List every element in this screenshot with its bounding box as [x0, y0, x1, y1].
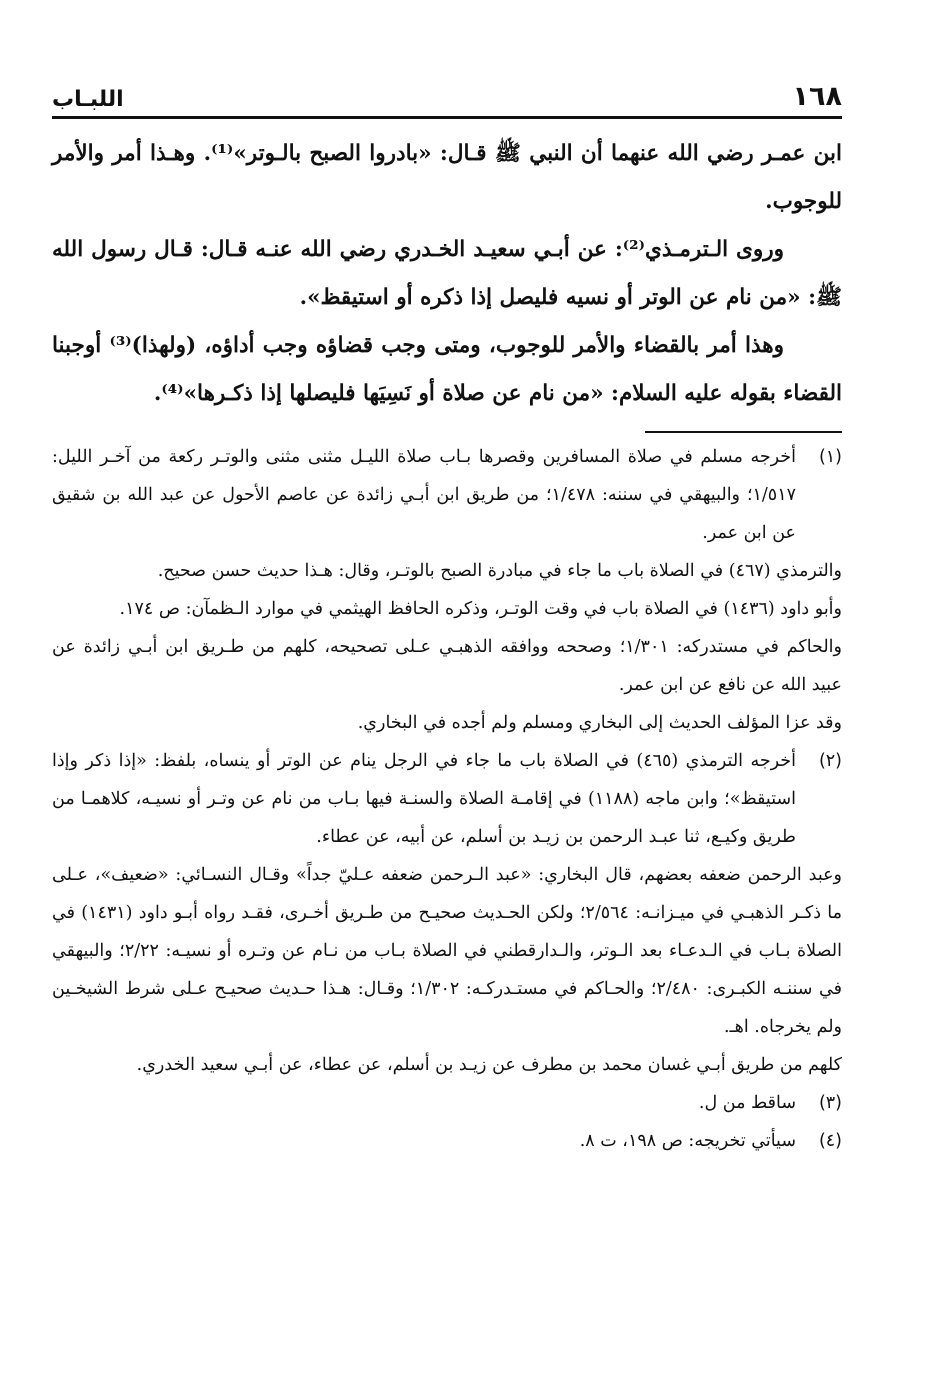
footnote-paragraph: والحاكم في مستدركه: ١/٣٠١؛ وصححه ووافقه الذهبـي عـلى تصحيحه، كلهم من طـريق ابن أبـي زائدة عن عبيد الله عن نافع عن ابن عمر.	[52, 637, 842, 695]
footnote-body	[52, 742, 842, 1084]
page-number: ١٦٨	[792, 81, 842, 112]
footnote-paragraph: وعبد الرحمن ضعفه بعضهم، قال البخاري: «عبد الـرحمن ضعفه عـليّ جداً» وقـال النسـائي: «ضعيف»، عـلى ما ذكـر الذهبـي في ميـزانـه: ٢/٥٦٤؛ ولكن الحـديث صحيـح من طـريق أخـرى، فقـد رواه أبـو داود (١٤٣١) في الصلاة بـاب في الـدعـاء بعد الـوتر، والـدارقطني في الصلاة بـاب من نـام عن وتـره أو نسيـه: ٢/٢٢؛ والبيهقي في سننـه الكبـرى: ٢/٤٨٠؛ والحـاكم في مستـدركـه: ١/٣٠٢؛ وقـال: هـذا حـديث صحيـح عـلى شرط الشيخـين ولم يخرجاه. اهـ.	[52, 865, 842, 1037]
page-header	[52, 72, 842, 112]
footnote-paragraph: سيأتي تخريجه: ص ١٩٨، ت ٨.	[579, 1131, 796, 1151]
main-paragraph: ابن عمـر رضي الله عنهما أن النبي ﷺ قـال: «بادروا الصبح بالـوتر»⁽¹⁾. وهـذا أمر والأمر للوجوب.	[52, 141, 842, 214]
footnote-paragraph: وأبو داود (١٤٣٦) في الصلاة باب في وقت الوتـر، وذكره الحافظ الهيثمي في موارد الـظمآن: ص ١٧٤.	[119, 599, 842, 619]
main-text	[52, 130, 842, 418]
footnote-number: (٤)	[818, 1131, 842, 1151]
running-title: اللبـاب	[52, 87, 124, 112]
footnote-body	[52, 438, 842, 742]
footnote-4	[52, 1122, 842, 1160]
footnote-paragraph: أخرجه الترمذي (٤٦٥) في الصلاة باب ما جاء في الرجل ينام عن الوتر أو ينساه، بلفظ: «إذا ذكر وإذا استيقظ»؛ وابن ماجه (١١٨٨) في إقامـة الصلاة والسنـة فيها بـاب من نام عن وتـر أو نسيـه، كلاهمـا من طريق وكيـع، ثنا عبـد الرحمن بن زيـد بن أسلم، عن أبيه، عن عطاء.	[52, 751, 796, 847]
footnote-body	[52, 1122, 796, 1160]
footnote-1	[52, 438, 842, 742]
footnote-3	[52, 1084, 842, 1122]
footnote-paragraph: أخرجه مسلم في صلاة المسافرين وقصرها بـاب صلاة الليـل مثنى مثنى والوتـر ركعة من آخـر الليل: ١/٥١٧؛ والبيهقي في سننه: ١/٤٧٨؛ من طريق ابن أبـي زائدة عن عاصم الأحول عن عبد الله بن شقيق عن ابن عمر.	[52, 447, 797, 543]
footnote-number: (١)	[818, 447, 842, 467]
footnote-paragraph: ساقط من ل.	[698, 1093, 796, 1113]
footnote-body	[52, 1084, 796, 1122]
footnote-paragraph: كلهم من طريق أبـي غسان محمد بن مطرف عن زيـد بن أسلم، عن عطاء، عن أبـي سعيد الخدري.	[136, 1055, 842, 1075]
footnote-number: (٣)	[818, 1093, 842, 1113]
footnote-separator	[645, 431, 842, 433]
footnote-number: (٢)	[818, 751, 842, 771]
main-paragraph: وروى الـترمـذي⁽²⁾: عن أبـي سعيـد الخـدري رضي الله عنـه قـال: قـال رسول الله ﷺ: «من نام عن الوتر أو نسيه فليصل إذا ذكره أو استيقظ».	[52, 237, 842, 310]
footnotes	[52, 438, 842, 1160]
footnote-2	[52, 742, 842, 1084]
main-paragraph: وهذا أمر بالقضاء والأمر للوجوب، ومتى وجب قضاؤه وجب أداؤه، (ولهذا)⁽³⁾ أوجبنا القضاء بقوله عليه السلام: «من نام عن صلاة أو نَسِيَها فليصلها إذا ذكـرها»⁽⁴⁾.	[52, 333, 842, 406]
footnote-paragraph: والترمذي (٤٦٧) في الصلاة باب ما جاء في مبادرة الصبح بالوتـر، وقال: هـذا حديث حسن صحيح.	[157, 561, 842, 581]
header-rule	[52, 116, 842, 119]
footnote-paragraph: وقد عزا المؤلف الحديث إلى البخاري ومسلم ولم أجده في البخاري.	[357, 713, 842, 733]
